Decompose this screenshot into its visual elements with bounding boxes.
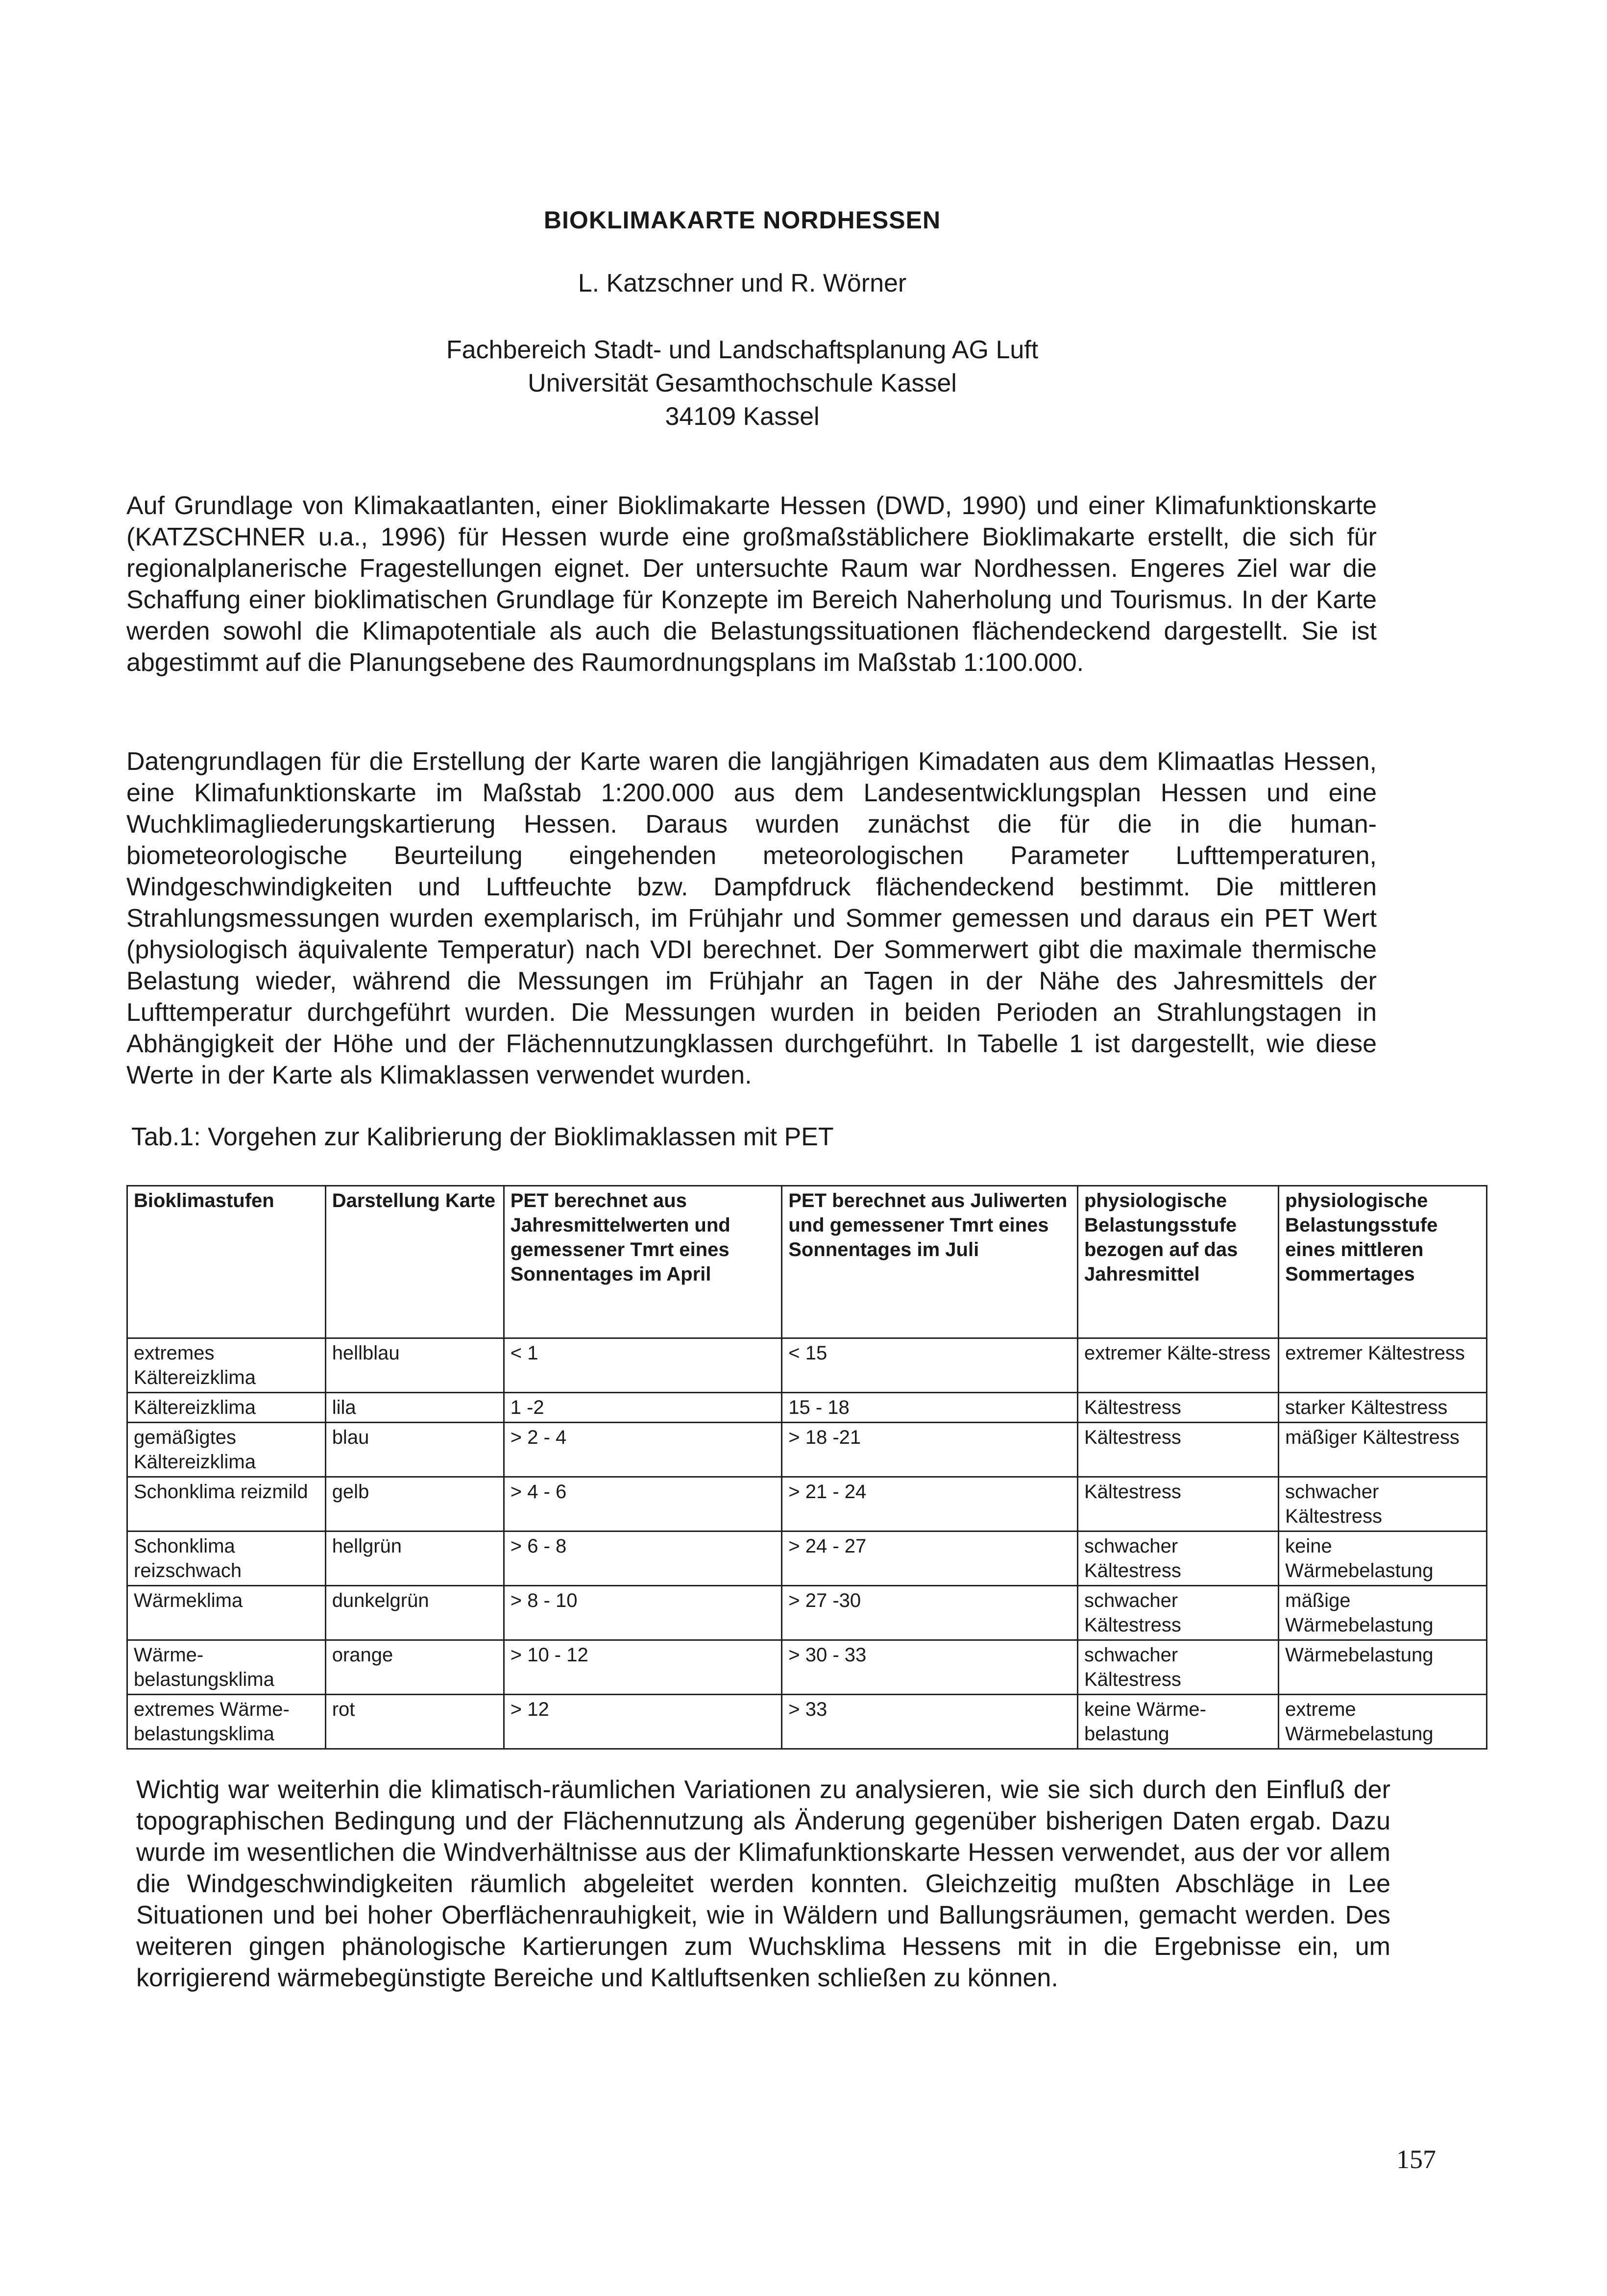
- table-cell: hellblau: [325, 1338, 504, 1393]
- table-cell: > 12: [504, 1695, 782, 1749]
- table-header-cell: Darstellung Karte: [325, 1186, 504, 1338]
- table-cell: > 6 - 8: [504, 1531, 782, 1586]
- affiliation-line: Universität Gesamthochschule Kassel: [528, 369, 957, 397]
- table-header-row: [127, 1186, 1487, 1338]
- table-row: [127, 1695, 1487, 1749]
- table-cell: schwacher Kältestress: [1077, 1531, 1278, 1586]
- table-cell: > 18 -21: [782, 1423, 1078, 1477]
- table-cell: keine Wärme-belastung: [1077, 1695, 1278, 1749]
- table-cell: > 8 - 10: [504, 1586, 782, 1640]
- table-cell: > 10 - 12: [504, 1640, 782, 1695]
- table-cell: Kältestress: [1077, 1393, 1278, 1423]
- table-cell: schwacher Kältestress: [1279, 1477, 1487, 1531]
- table-cell: extremer Kältestress: [1279, 1338, 1487, 1393]
- body-paragraph: Wichtig war weiterhin die klimatisch-räumlichen Variationen zu analysieren, wie sie sich durch den Einfluß der topographischen Bedingung und der Flächennutzung als Änderung gegenüber bisherigen Daten ergab. Dazu wurde im wesentlichen die Windverhältnisse aus der Klimafunktionskarte Hessen verwendet, aus der vor allem die Windgeschwindigkeiten räumlich abgeleitet werden konnten. Gleichzeitig mußten Abschläge in Lee Situationen und bei hoher Oberflächenrauhigkeit, wie in Wäldern und Ballungsräumen, gemacht werden. Des weiteren gingen phänologische Kartierungen zum Wuchsklima Hessens mit in die Ergebnisse ein, um korrigierend wärmebegünstigte Bereiche und Kaltluftsenken schließen zu können.: [136, 1776, 1390, 1992]
- table-cell: Kältestress: [1077, 1477, 1278, 1531]
- body-paragraph: Auf Grundlage von Klimakaatlanten, einer Bioklimakarte Hessen (DWD, 1990) und einer Klimafunktionskarte (KATZSCHNER u.a., 1996) für Hessen wurde eine großmaßstäblichere Bioklimakarte erstellt, die sich für regionalplanerische Fragestellungen eignet. Der untersuchte Raum war Nordhessen. Engeres Ziel war die Schaffung einer bioklimatischen Grundlage für Konzepte im Bereich Naherholung und Tourismus. In der Karte werden sowohl die Klimapotentiale als auch die Belastungssituationen flächendeckend dargestellt. Sie ist abgestimmt auf die Planungsebene des Raumordnungsplans im Maßstab 1:100.000.: [126, 492, 1377, 677]
- table-cell: hellgrün: [325, 1531, 504, 1586]
- author-affiliation: [0, 333, 1485, 433]
- table-cell: Wärme-belastungsklima: [127, 1640, 326, 1695]
- calibration-table: [126, 1185, 1487, 1750]
- table-header-cell: PET berechnet aus Jahresmittelwerten und gemessener Tmrt eines Sonnentages im April: [504, 1186, 782, 1338]
- affiliation-line: Fachbereich Stadt- und Landschaftsplanung AG Luft: [446, 336, 1039, 364]
- table-cell: Kältereizklima: [127, 1393, 326, 1423]
- table-row: [127, 1477, 1487, 1531]
- table-row: [127, 1640, 1487, 1695]
- affiliation-line: 34109 Kassel: [665, 402, 820, 431]
- table-caption: Tab.1: Vorgehen zur Kalibrierung der Bioklimaklassen mit PET: [131, 1123, 834, 1151]
- table-cell: starker Kältestress: [1279, 1393, 1487, 1423]
- page-number: 157: [1396, 2145, 1436, 2174]
- table-cell: > 21 - 24: [782, 1477, 1078, 1531]
- table-cell: mäßige Wärmebelastung: [1279, 1586, 1487, 1640]
- table-cell: < 1: [504, 1338, 782, 1393]
- table-row: [127, 1586, 1487, 1640]
- table-cell: keine Wärmebelastung: [1279, 1531, 1487, 1586]
- paper-authors: L. Katzschner und R. Wörner: [578, 269, 907, 297]
- table-cell: > 4 - 6: [504, 1477, 782, 1531]
- table-header-cell: Bioklimastufen: [127, 1186, 326, 1338]
- table-cell: Schonklima reizmild: [127, 1477, 326, 1531]
- table-cell: > 24 - 27: [782, 1531, 1078, 1586]
- table-cell: gemäßigtes Kältereizklima: [127, 1423, 326, 1477]
- table-cell: lila: [325, 1393, 504, 1423]
- table-row: [127, 1338, 1487, 1393]
- table-cell: extremes Kältereizklima: [127, 1338, 326, 1393]
- body-paragraph: Datengrundlagen für die Erstellung der Karte waren die langjährigen Kimadaten aus dem Klimaatlas Hessen, eine Klimafunktionskarte im Maßstab 1:200.000 aus dem Landesentwicklungsplan Hessen und eine Wuchklimagliederungskartierung Hessen. Daraus wurden zunächst die für die in die human-biometeorologische Beurteilung eingehenden meteorologischen Parameter Lufttemperaturen, Windgeschwindigkeiten und Luftfeuchte bzw. Dampfdruck flächendeckend bestimmt. Die mittleren Strahlungsmessungen wurden exemplarisch, im Frühjahr und Sommer gemessen und daraus ein PET Wert (physiologisch äquivalente Temperatur) nach VDI berechnet. Der Sommerwert gibt die maximale thermische Belastung wieder, während die Messungen im Frühjahr an Tagen in der Nähe des Jahresmittels der Lufttemperatur durchgeführt wurden. Die Messungen wurden in beiden Perioden an Strahlungstagen in Abhängigkeit der Höhe und der Flächennutzungklassen durchgeführt. In Tabelle 1 ist dargestellt, wie diese Werte in der Karte als Klimaklassen verwendet wurden.: [126, 747, 1377, 1089]
- table-cell: < 15: [782, 1338, 1078, 1393]
- table-cell: extremer Kälte-stress: [1077, 1338, 1278, 1393]
- table-cell: rot: [325, 1695, 504, 1749]
- table-cell: orange: [325, 1640, 504, 1695]
- table-cell: > 27 -30: [782, 1586, 1078, 1640]
- table-cell: > 2 - 4: [504, 1423, 782, 1477]
- table-cell: 1 -2: [504, 1393, 782, 1423]
- table-row: [127, 1531, 1487, 1586]
- table-cell: Wärmebelastung: [1279, 1640, 1487, 1695]
- table-cell: Schonklima reizschwach: [127, 1531, 326, 1586]
- table-header-cell: PET berechnet aus Juliwerten und gemessener Tmrt eines Sonnentages im Juli: [782, 1186, 1078, 1338]
- table-cell: extremes Wärme-belastungsklima: [127, 1695, 326, 1749]
- table-cell: schwacher Kältestress: [1077, 1586, 1278, 1640]
- table-row: [127, 1393, 1487, 1423]
- table-cell: Kältestress: [1077, 1423, 1278, 1477]
- table-cell: extreme Wärmebelastung: [1279, 1695, 1487, 1749]
- table-cell: mäßiger Kältestress: [1279, 1423, 1487, 1477]
- table-cell: 15 - 18: [782, 1393, 1078, 1423]
- table-cell: schwacher Kältestress: [1077, 1640, 1278, 1695]
- paper-title: BIOKLIMAKARTE NORDHESSEN: [543, 206, 941, 234]
- table-row: [127, 1423, 1487, 1477]
- table-header-cell: physiologische Belastungsstufe bezogen auf das Jahresmittel: [1077, 1186, 1278, 1338]
- table-cell: gelb: [325, 1477, 504, 1531]
- table-cell: > 30 - 33: [782, 1640, 1078, 1695]
- table-cell: Wärmeklima: [127, 1586, 326, 1640]
- table-header-cell: physiologische Belastungsstufe eines mittleren Sommertages: [1279, 1186, 1487, 1338]
- table-cell: > 33: [782, 1695, 1078, 1749]
- table-cell: dunkelgrün: [325, 1586, 504, 1640]
- table-cell: blau: [325, 1423, 504, 1477]
